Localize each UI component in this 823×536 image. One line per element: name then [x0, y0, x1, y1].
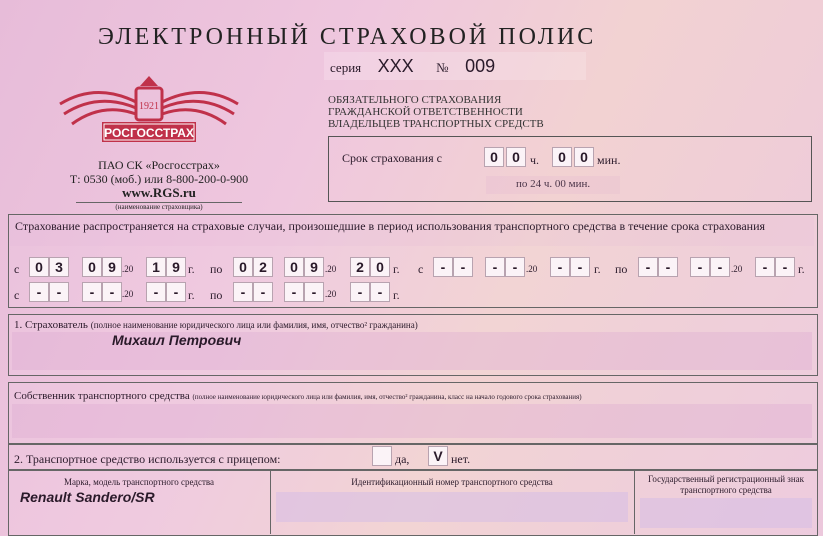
coverage-text: Страхование распространяется на страховые случаи, произошедшие в период использования транспортного средства в течение срока страхования — [15, 219, 766, 233]
to-year-digit: 0 — [370, 257, 390, 277]
empty-digit: - — [102, 282, 122, 302]
trailer-yes-checkbox[interactable] — [372, 446, 392, 466]
insurer-info — [40, 158, 278, 212]
owner-hint: (полное наименование юридического лица или фамилия, имя, отчество² гражданина, класс на начало годового срока страхования) — [192, 393, 582, 401]
empty-digit: - — [370, 282, 390, 302]
company-caption: (наименование страховщика) — [76, 202, 242, 212]
hour-digit: 0 — [506, 147, 526, 167]
to-year-digit: 2 — [350, 257, 370, 277]
minute-digit: 0 — [552, 147, 572, 167]
empty-digit: - — [350, 282, 370, 302]
to-month-digit: 9 — [304, 257, 324, 277]
century-label: .20 — [122, 289, 134, 299]
year-suffix: г. — [594, 262, 601, 276]
empty-digit: - — [710, 257, 730, 277]
until-field — [486, 176, 620, 194]
vin-header: Идентификационный номер транспортного средства — [351, 477, 553, 487]
empty-digit: - — [284, 282, 304, 302]
number-value: 009 — [465, 56, 496, 76]
empty-digit: - — [755, 257, 775, 277]
logo-year: 1921 — [139, 101, 159, 112]
from-label: с — [14, 288, 20, 302]
trailer-no-label: нет. — [451, 452, 471, 466]
year-suffix: г. — [188, 262, 195, 276]
to-label: по — [210, 288, 223, 302]
company-name: ПАО СК «Росгосстрах» — [98, 158, 220, 172]
empty-digit: - — [638, 257, 658, 277]
policy-type-line: ГРАЖДАНСКОЙ ОТВЕТСТВЕННОСТИ — [328, 106, 523, 118]
from-label: с — [14, 262, 20, 276]
century-label: .20 — [122, 264, 134, 274]
from-day-digit: 0 — [29, 257, 49, 277]
hour-digit: 0 — [484, 147, 504, 167]
insured-hint: (полное наименование юридического лица или фамилия, имя, отчество² гражданина) — [90, 320, 418, 330]
logo-brand: РОСГОССТРАХ — [104, 126, 194, 140]
plate-header: Государственный регистрационный знак транспортного средства — [647, 474, 805, 495]
from-label: с — [418, 262, 424, 276]
empty-digit: - — [29, 282, 49, 302]
to-day-digit: 2 — [253, 257, 273, 277]
vin-field — [276, 492, 628, 522]
series-value: XXX — [377, 56, 414, 76]
empty-digit: - — [49, 282, 69, 302]
trailer-yes-label: да, — [395, 452, 410, 466]
year-suffix: г. — [393, 262, 400, 276]
policy-title: ЭЛЕКТРОННЫЙ СТРАХОВОЙ ПОЛИС — [98, 24, 597, 50]
empty-digit: - — [690, 257, 710, 277]
empty-digit: - — [82, 282, 102, 302]
owner-field — [12, 404, 812, 438]
model-header: Марка, модель транспортного средства — [63, 477, 215, 487]
policy-type — [328, 94, 544, 130]
empty-digit: - — [253, 282, 273, 302]
plate-field — [640, 498, 812, 528]
owner-label: Собственник транспортного средства — [14, 390, 190, 402]
from-year-digit: 1 — [146, 257, 166, 277]
from-month-digit: 0 — [82, 257, 102, 277]
hour-suffix: ч. — [530, 153, 540, 167]
series-label: серия — [330, 60, 362, 75]
empty-digit: - — [485, 257, 505, 277]
from-day-digit: 3 — [49, 257, 69, 277]
policy-type-line: ВЛАДЕЛЬЦЕВ ТРАНСПОРТНЫХ СРЕДСТВ — [328, 118, 544, 130]
empty-digit: - — [453, 257, 473, 277]
century-label: .20 — [325, 264, 337, 274]
year-suffix: г. — [393, 288, 400, 302]
policy-type-line: ОБЯЗАТЕЛЬНОГО СТРАХОВАНИЯ — [328, 94, 502, 106]
empty-digit: - — [570, 257, 590, 277]
empty-digit: - — [658, 257, 678, 277]
trailer-no-checkbox[interactable]: V — [428, 446, 448, 466]
company-phone: Т: 0530 (моб.) или 8-800-200-0-900 — [69, 172, 249, 186]
insured-value: Михаил Петрович — [112, 332, 242, 348]
empty-digit: - — [146, 282, 166, 302]
period-label: Срок страхования с — [342, 151, 442, 165]
year-suffix: г. — [798, 262, 805, 276]
model-value: Renault Sandero/SR — [20, 489, 155, 505]
century-label: .20 — [731, 264, 743, 274]
owner-label-line — [14, 390, 814, 402]
to-month-digit: 0 — [284, 257, 304, 277]
number-label: № — [436, 60, 449, 75]
insurer-logo — [56, 62, 242, 157]
empty-digit: - — [166, 282, 186, 302]
eagle-wings-icon — [56, 62, 242, 157]
insured-label-line — [14, 319, 418, 331]
empty-digit: - — [304, 282, 324, 302]
series-line — [330, 56, 513, 77]
empty-digit: - — [433, 257, 453, 277]
to-day-digit: 0 — [233, 257, 253, 277]
to-label: по — [210, 262, 223, 276]
year-suffix: г. — [188, 288, 195, 302]
minute-digit: 0 — [574, 147, 594, 167]
trailer-label: 2. Транспортное средство используется с прицепом: — [14, 452, 281, 466]
minute-suffix: мин. — [597, 153, 621, 167]
empty-digit: - — [775, 257, 795, 277]
company-site[interactable]: www.RGS.ru — [122, 185, 196, 200]
century-label: .20 — [526, 264, 538, 274]
empty-digit: - — [233, 282, 253, 302]
from-month-digit: 9 — [102, 257, 122, 277]
column-divider — [634, 470, 635, 534]
period-until: по 24 ч. 00 мин. — [516, 178, 591, 190]
empty-digit: - — [505, 257, 525, 277]
from-year-digit: 9 — [166, 257, 186, 277]
insured-label: 1. Страхователь — [14, 319, 88, 331]
to-label: по — [615, 262, 628, 276]
empty-digit: - — [550, 257, 570, 277]
century-label: .20 — [325, 289, 337, 299]
